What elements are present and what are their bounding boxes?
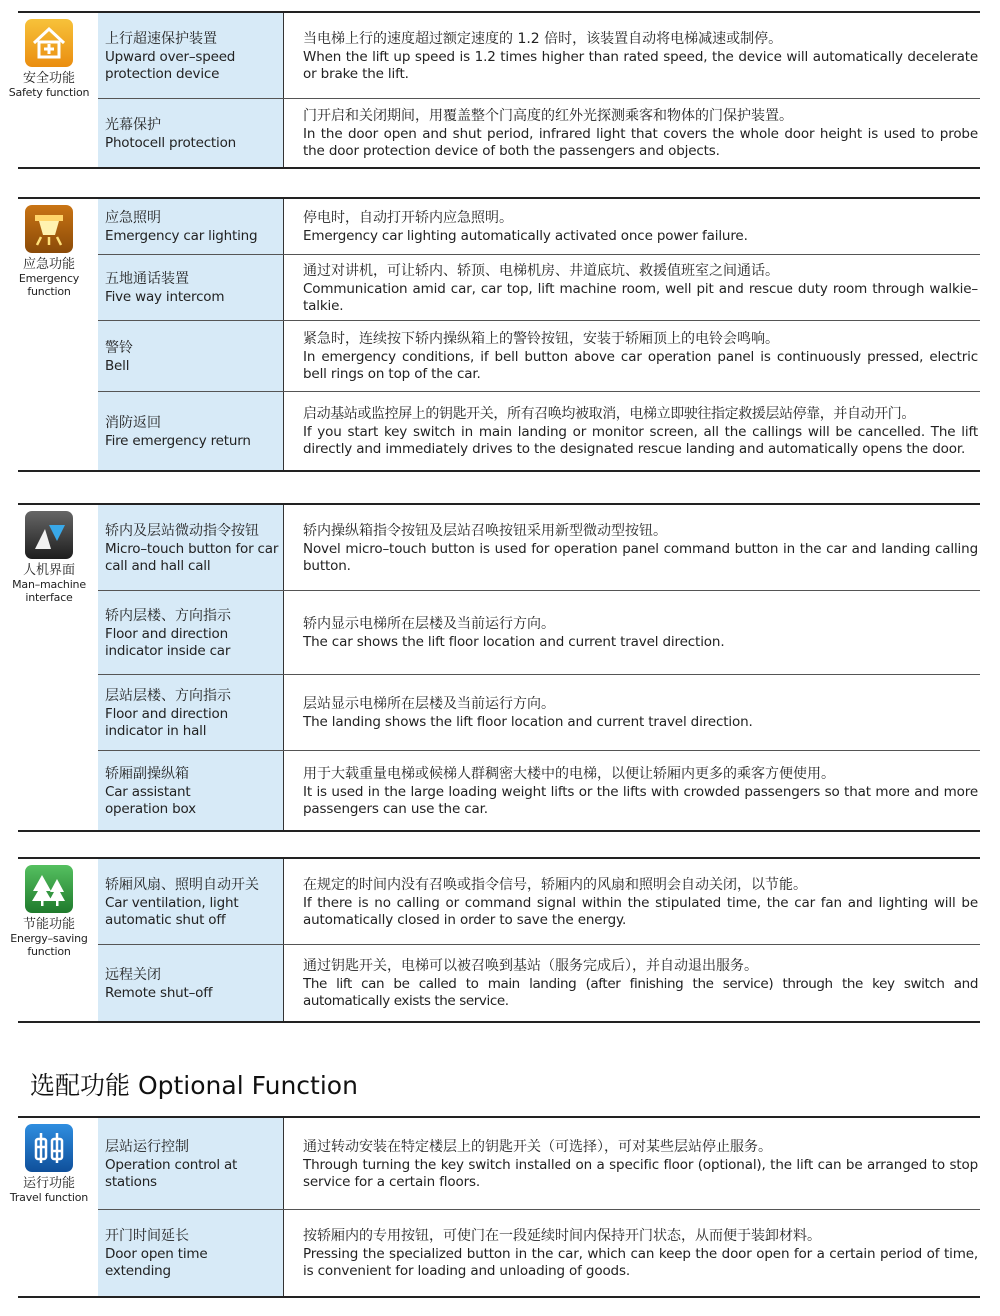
feature-desc-zh: 当电梯上行的速度超过额定速度的 1.2 倍时，该装置自动将电梯减速或制停。 bbox=[303, 30, 783, 47]
category-label-zh: 运行功能 bbox=[22, 1176, 75, 1191]
feature-name-en: Emergency car lighting bbox=[105, 228, 258, 244]
feature-desc-zh: 通过转动安装在特定楼层上的钥匙开关（可选择），可对某些层站停止服务。 bbox=[303, 1138, 772, 1155]
feature-desc-zh: 按轿厢内的专用按钮，可使门在一段延续时间内保持开门状态，从而便于装卸材料。 bbox=[303, 1228, 821, 1244]
feature-name-en: Photocell protection bbox=[105, 134, 236, 151]
feature-desc-zh: 轿内显示电梯所在层楼及当前运行方向。 bbox=[303, 616, 555, 632]
category-label-en: Man–machine interface bbox=[12, 578, 86, 604]
interface-section bbox=[12, 503, 980, 832]
feature-desc-zh: 门开启和关闭期间，用覆盖整个门高度的红外光探测乘客和物体的门保护装置。 bbox=[303, 108, 793, 124]
category-label-en: Emergency function bbox=[18, 272, 80, 298]
feature-desc-en: The landing shows the lift floor location and current travel direction. bbox=[303, 714, 753, 730]
feature-desc-en: Through turning the key switch installed on a specific floor (optional), the lift can be arranged to stop service for a certain floors. bbox=[303, 1156, 978, 1190]
feature-row bbox=[98, 1118, 980, 1210]
feature-name-en: Car ventilation, light automatic shut off bbox=[105, 894, 239, 928]
feature-name-en: Floor and direction indicator in hall bbox=[105, 705, 228, 739]
feature-desc-zh: 通过对讲机，可让轿内、轿顶、电梯机房、井道底坑、救援值班室之间通话。 bbox=[303, 262, 779, 279]
feature-desc-en: If you start key switch in main landing or monitor screen, all the callings will be cancelled. The lift directly and immediately drives to the designated rescue landing and automatically opens the door. bbox=[303, 424, 978, 457]
feature-desc-en: The lift can be called to main landing (after finishing the service) through the key switch and automatically exists the service. bbox=[303, 976, 978, 1009]
feature-desc-en: Communication amid car, car top, lift machine room, well pit and rescue duty room through walkie–talkie. bbox=[303, 280, 978, 314]
feature-name-zh: 轿内及层站微动指令按钮 bbox=[105, 522, 259, 539]
feature-desc-en: It is used in the large loading weight lifts or the lifts with crowded passengers so that more and more passengers can use the car. bbox=[303, 783, 978, 817]
feature-name-zh: 层站运行控制 bbox=[105, 1138, 189, 1155]
feature-desc-en: When the lift up speed is 1.2 times higher than rated speed, the device will automatically decelerate or brake the lift. bbox=[303, 48, 978, 82]
emergency-section bbox=[18, 197, 980, 472]
feature-name-zh: 警铃 bbox=[105, 339, 133, 356]
feature-desc-zh: 在规定的时间内没有召唤或指令信号，轿厢内的风扇和照明会自动关闭，以节能。 bbox=[303, 876, 807, 893]
feature-row bbox=[98, 675, 980, 751]
emergency-lamp-icon bbox=[25, 205, 73, 253]
feature-name-zh: 上行超速保护装置 bbox=[105, 30, 217, 47]
feature-desc-zh: 停电时，自动打开轿内应急照明。 bbox=[303, 210, 513, 226]
category-label-en: Safety function bbox=[8, 86, 90, 99]
feature-row bbox=[98, 751, 980, 830]
feature-row bbox=[98, 392, 980, 470]
category-label-zh: 安全功能 bbox=[22, 71, 75, 86]
feature-row bbox=[98, 591, 980, 675]
control-switch-icon bbox=[25, 1124, 73, 1172]
safety-section bbox=[8, 11, 980, 169]
feature-name-zh: 开门时间延长 bbox=[105, 1228, 189, 1244]
category-label-zh: 应急功能 bbox=[22, 257, 75, 272]
feature-desc-zh: 启动基站或监控屏上的钥匙开关，所有召唤均被取消，电梯立即驶往指定救援层站停靠，并自动开门。 bbox=[303, 406, 915, 422]
feature-desc-zh: 通过钥匙开关，电梯可以被召唤到基站（服务完成后），并自动退出服务。 bbox=[303, 958, 758, 974]
feature-name-en: Remote shut–off bbox=[105, 984, 213, 1001]
feature-name-zh: 消防返回 bbox=[105, 414, 161, 431]
feature-row bbox=[98, 199, 980, 255]
feature-desc-en: Emergency car lighting automatically activated once power failure. bbox=[303, 228, 748, 244]
feature-desc-en: In emergency conditions, if bell button above car operation panel is continuously pressed, electric bell rings on top of the car. bbox=[303, 349, 978, 382]
trees-icon bbox=[25, 865, 73, 913]
category-label-en: Travel function bbox=[9, 1191, 89, 1204]
feature-desc-en: Pressing the specialized button in the car, which can keep the door open for a certain period of time, is convenient for loading and unloading of goods. bbox=[303, 1246, 978, 1279]
feature-name-zh: 轿内层楼、方向指示 bbox=[105, 607, 231, 624]
feature-name-en: Door open time extending bbox=[105, 1246, 208, 1279]
feature-name-zh: 层站层楼、方向指示 bbox=[105, 687, 231, 704]
feature-name-en: Car assistant operation box bbox=[105, 783, 196, 817]
feature-row bbox=[98, 255, 980, 321]
feature-name-en: Micro–touch button for car call and hall call bbox=[105, 540, 279, 574]
feature-name-en: Upward over–speed protection device bbox=[105, 48, 236, 82]
feature-row bbox=[98, 505, 980, 591]
feature-name-zh: 轿厢风扇、照明自动开关 bbox=[105, 876, 259, 893]
feature-name-zh: 五地通话装置 bbox=[105, 271, 189, 287]
feature-desc-zh: 紧急时，连续按下轿内操纵箱上的警铃按钮，安装于轿厢顶上的电铃会鸣响。 bbox=[303, 331, 779, 347]
category-label-en: Energy–saving function bbox=[10, 932, 88, 958]
category-travel bbox=[0, 1118, 98, 1204]
feature-name-en: Operation control at stations bbox=[105, 1156, 238, 1190]
interface-arrows-icon bbox=[25, 511, 73, 559]
feature-name-en: Bell bbox=[105, 357, 130, 374]
category-energy-saving bbox=[0, 859, 98, 958]
optional-function-heading: 选配功能 Optional Function bbox=[30, 1071, 358, 1100]
category-interface bbox=[0, 505, 98, 604]
house-plus-icon bbox=[25, 19, 73, 67]
feature-desc-zh: 层站显示电梯所在层楼及当前运行方向。 bbox=[303, 696, 555, 712]
category-label-zh: 人机界面 bbox=[22, 563, 75, 578]
feature-name-en: Fire emergency return bbox=[105, 432, 251, 449]
energy-saving-section bbox=[10, 857, 980, 1023]
feature-desc-zh: 轿内操纵箱指令按钮及层站召唤按钮采用新型微动型按钮。 bbox=[303, 522, 667, 539]
category-safety bbox=[0, 13, 98, 99]
feature-name-en: Five way intercom bbox=[105, 289, 225, 305]
feature-desc-en: If there is no calling or command signal within the stipulated time, the car fan and lighting will be automatically closed in order to save the energy. bbox=[303, 894, 978, 928]
feature-desc-zh: 用于大载重量电梯或候梯人群稠密大楼中的电梯，以便让轿厢内更多的乘客方便使用。 bbox=[303, 765, 835, 782]
feature-desc-en: In the door open and shut period, infrared light that covers the whole door height is used to probe the door protection device of both the passengers and objects. bbox=[303, 126, 978, 159]
feature-row bbox=[98, 321, 980, 392]
feature-name-en: Floor and direction indicator inside car bbox=[105, 625, 231, 659]
feature-desc-en: Novel micro–touch button is used for operation panel command button in the car and landing calling button. bbox=[303, 540, 978, 574]
category-emergency bbox=[0, 199, 98, 298]
feature-name-zh: 远程关闭 bbox=[105, 966, 161, 983]
category-label-zh: 节能功能 bbox=[22, 917, 75, 932]
feature-row bbox=[98, 99, 980, 167]
feature-name-zh: 应急照明 bbox=[105, 210, 161, 226]
feature-row bbox=[98, 13, 980, 99]
feature-row bbox=[98, 859, 980, 945]
feature-row bbox=[98, 945, 980, 1021]
travel-section bbox=[9, 1116, 980, 1298]
feature-name-zh: 轿厢副操纵箱 bbox=[105, 765, 189, 782]
feature-name-zh: 光幕保护 bbox=[105, 116, 161, 133]
feature-desc-en: The car shows the lift floor location and current travel direction. bbox=[303, 634, 725, 650]
feature-row bbox=[98, 1210, 980, 1296]
